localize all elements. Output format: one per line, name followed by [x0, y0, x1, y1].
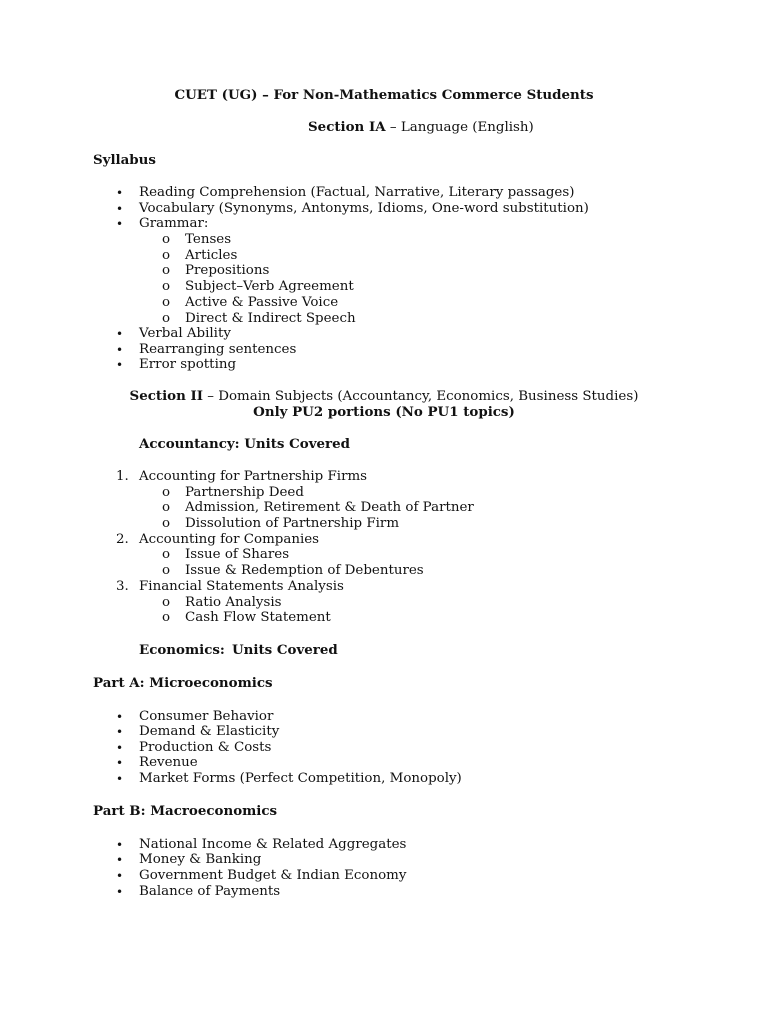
- circle-bullet-icon: o: [162, 500, 171, 515]
- list-item: Revenue: [139, 755, 198, 770]
- list-item: Balance of Payments: [139, 884, 281, 899]
- unit-title: Financial Statements Analysis: [139, 579, 344, 594]
- accountancy-heading: Accountancy: Units Covered: [139, 436, 350, 452]
- list-subitem: Admission, Retirement & Death of Partner: [185, 500, 474, 515]
- part-b-heading: Part B: Macroeconomics: [93, 803, 278, 819]
- unit-title: Accounting for Companies: [139, 532, 320, 547]
- unit-number: 1.: [116, 469, 129, 484]
- list-subitem: Direct & Indirect Speech: [185, 311, 356, 326]
- economics-label: Economics:: [139, 642, 225, 658]
- section-1-label: Section IA: [308, 119, 386, 135]
- bullet-icon: •: [116, 838, 124, 852]
- bullet-icon: •: [116, 772, 124, 786]
- bullet-icon: •: [116, 885, 124, 899]
- list-item: Rearranging sentences: [139, 342, 297, 357]
- list-subitem: Dissolution of Partnership Firm: [185, 516, 400, 531]
- list-subitem: Issue of Shares: [185, 547, 290, 562]
- circle-bullet-icon: o: [162, 232, 171, 247]
- bullet-icon: •: [116, 756, 124, 770]
- bullet-icon: •: [116, 725, 124, 739]
- list-subitem: Articles: [185, 248, 238, 263]
- bullet-icon: •: [116, 327, 124, 341]
- list-item: Reading Comprehension (Factual, Narrative, Literary passages): [139, 185, 575, 200]
- circle-bullet-icon: o: [162, 516, 171, 531]
- circle-bullet-icon: o: [162, 563, 171, 578]
- list-item: Demand & Elasticity: [139, 724, 280, 739]
- unit-number: 2.: [116, 532, 129, 547]
- list-subitem: Cash Flow Statement: [185, 610, 331, 625]
- circle-bullet-icon: o: [162, 311, 171, 326]
- bullet-icon: •: [116, 186, 124, 200]
- section-2-label: Section II: [129, 388, 204, 404]
- list-item: National Income & Related Aggregates: [139, 837, 407, 852]
- list-subitem: Issue & Redemption of Debentures: [185, 563, 424, 578]
- section-2-note: Only PU2 portions (No PU1 topics): [253, 404, 515, 420]
- unit-number: 3.: [116, 579, 129, 594]
- circle-bullet-icon: o: [162, 485, 171, 500]
- bullet-icon: •: [116, 741, 124, 755]
- bullet-icon: •: [116, 358, 124, 372]
- list-item: Grammar:: [139, 216, 209, 231]
- list-subitem: Prepositions: [185, 263, 270, 278]
- document-title: CUET (UG) – For Non-Mathematics Commerce Students: [174, 87, 594, 103]
- circle-bullet-icon: o: [162, 263, 171, 278]
- bullet-icon: •: [116, 343, 124, 357]
- list-item: Production & Costs: [139, 740, 272, 755]
- list-subitem: Active & Passive Voice: [185, 295, 339, 310]
- list-item: Verbal Ability: [139, 326, 231, 341]
- circle-bullet-icon: o: [162, 295, 171, 310]
- list-subitem: Partnership Deed: [185, 485, 304, 500]
- list-item: Consumer Behavior: [139, 709, 274, 724]
- bullet-icon: •: [116, 853, 124, 867]
- list-item: Error spotting: [139, 357, 237, 372]
- section-1-heading: [308, 120, 534, 136]
- circle-bullet-icon: o: [162, 248, 171, 263]
- bullet-icon: •: [116, 710, 124, 724]
- list-subitem: Tenses: [185, 232, 232, 247]
- section-1-subtitle: – Language (English): [385, 120, 534, 135]
- bullet-icon: •: [116, 217, 124, 231]
- list-item: Government Budget & Indian Economy: [139, 868, 407, 883]
- bullet-icon: •: [116, 202, 124, 216]
- list-item: Vocabulary (Synonyms, Antonyms, Idioms, One-word substitution): [139, 201, 589, 216]
- list-item: Market Forms (Perfect Competition, Monopoly): [139, 771, 462, 786]
- section-2-subtitle: – Domain Subjects (Accountancy, Economics, Business Studies): [203, 389, 639, 404]
- section-2-heading: [0, 389, 768, 405]
- list-subitem: Subject–Verb Agreement: [185, 279, 354, 294]
- circle-bullet-icon: o: [162, 547, 171, 562]
- list-subitem: Ratio Analysis: [185, 595, 282, 610]
- unit-title: Accounting for Partnership Firms: [139, 469, 368, 484]
- circle-bullet-icon: o: [162, 279, 171, 294]
- economics-units-heading: Units Covered: [232, 642, 338, 658]
- syllabus-heading: Syllabus: [93, 152, 156, 168]
- part-a-heading: Part A: Microeconomics: [93, 675, 273, 691]
- list-item: Money & Banking: [139, 852, 262, 867]
- bullet-icon: •: [116, 869, 124, 883]
- circle-bullet-icon: o: [162, 610, 171, 625]
- circle-bullet-icon: o: [162, 595, 171, 610]
